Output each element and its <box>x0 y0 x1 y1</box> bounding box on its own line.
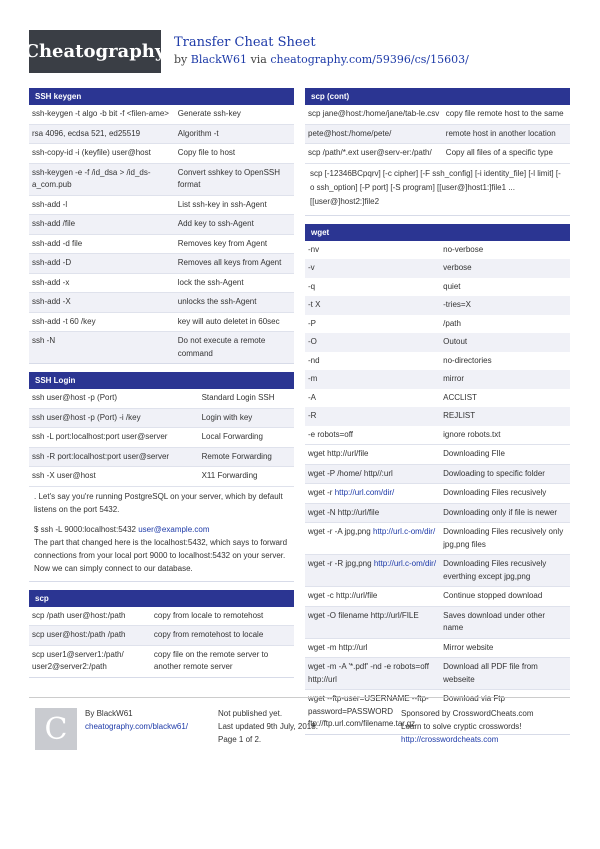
description-cell: Saves download under other name <box>440 606 570 638</box>
description-cell: Copy all files of a specific type <box>443 144 570 163</box>
description-cell: REJLIST <box>440 407 570 426</box>
command-cell: rsa 4096, ecdsa 521, ed25519 <box>29 124 175 144</box>
sheet-title: Transfer Cheat Sheet <box>174 35 316 50</box>
description-cell: ACCLIST <box>443 392 477 402</box>
section-heading: scp (cont) <box>305 88 570 105</box>
command-cell: ssh -N <box>29 332 175 364</box>
published-text: Not published yet. <box>218 709 283 718</box>
description-cell: Convert sshkey to OpenSSH format <box>175 163 294 195</box>
table-row <box>29 254 294 274</box>
command-cell <box>305 606 440 638</box>
footer-sponsor <box>401 707 534 746</box>
description-cell: lock the ssh-Agent <box>175 273 294 293</box>
author-link[interactable]: BlackW61 <box>190 53 248 66</box>
ssh-keygen-table <box>29 105 294 363</box>
table-row <box>305 241 570 260</box>
section-ssh-keygen <box>29 88 294 364</box>
command-cell <box>305 484 440 504</box>
table-row <box>305 333 570 352</box>
description-cell: Algorithm -t <box>175 124 294 144</box>
description-cell: Downloading only if file is newer <box>440 503 570 523</box>
table-row <box>29 293 294 313</box>
description-cell: Outout <box>440 333 570 352</box>
description-cell: verbose <box>440 259 570 278</box>
command-cell: scp user1@server1:/path/ user2@server2:/path <box>29 645 151 677</box>
description-cell: /path <box>443 318 461 328</box>
description-cell: Do not execute a remote command <box>175 332 294 364</box>
section-heading: SSH Login <box>29 372 294 389</box>
url-link[interactable]: http://url.c-om/dir/ <box>373 559 437 568</box>
scp-cont-table <box>305 105 570 163</box>
command-cell <box>305 523 440 555</box>
command-cell: ssh-add -l <box>29 195 175 215</box>
table-row <box>29 447 294 467</box>
table-row <box>29 626 294 646</box>
command-cell: ssh user@host -p (Port) -i /key <box>29 408 199 428</box>
table-row <box>29 144 294 164</box>
command-cell: scp jane@host:/home/jane/tab-le.csv <box>308 109 440 118</box>
command-cell: -e robots=off <box>308 429 353 439</box>
command-cell <box>305 445 440 465</box>
updated-text: Last updated 9th July, 2018. <box>218 722 318 731</box>
email-link[interactable]: user@example.com <box>138 524 210 534</box>
footer-author <box>85 707 188 733</box>
description-cell: ignore robots.txt <box>443 429 501 439</box>
section-ssh-login <box>29 372 294 582</box>
description-cell: copy file remote host to the same <box>445 109 564 118</box>
note-text: . Let's say you're running PostgreSQL on your server, which by default listens on the port 5432. <box>34 491 283 514</box>
by-label: By <box>85 709 95 718</box>
command-cell <box>305 464 440 484</box>
command-text: wget -m http://url <box>308 642 368 652</box>
command-cell: -t X <box>305 296 440 315</box>
description-cell: X11 Forwarding <box>199 467 294 486</box>
command-cell <box>305 555 440 587</box>
description-cell: remote host in another location <box>443 124 570 144</box>
command-text: wget -P /home/ http//:url <box>308 468 393 478</box>
scp-syntax-note: scp [-12346BCpqrv] [-c cipher] [-F ssh_config] [-i identity_file] [-l limit] [-o ssh_option] [-P port] [-S program] [[user@]host1:]file1 ... [[user@]host2:]file2 <box>305 163 570 215</box>
table-row <box>305 278 570 297</box>
command-cell: ssh -X user@host <box>29 467 199 486</box>
table-row <box>29 312 294 332</box>
description-cell: Downloading Files recusively everthing except jpg,png <box>440 555 570 587</box>
command-cell: ssh-add -D <box>29 254 175 274</box>
table-row <box>305 144 570 163</box>
right-column <box>305 88 570 743</box>
table-row <box>305 426 570 445</box>
command-cell: ssh-add -X <box>29 293 175 313</box>
note-text: The part that changed here is the localhost:5432, which says to forward connections from your local port 9000 to localhost:5432 on your server. Now we can simply connect to our database. <box>34 537 288 573</box>
table-row <box>29 215 294 235</box>
description-cell: no-verbose <box>443 244 484 254</box>
command-cell <box>305 638 440 658</box>
footer-status <box>218 707 318 746</box>
description-cell: Login with key <box>199 408 294 428</box>
table-row <box>305 370 570 389</box>
footer-author-url[interactable]: cheatography.com/blackw61/ <box>85 722 189 731</box>
table-row <box>305 352 570 371</box>
cheatography-logo[interactable]: Cheatography <box>29 30 161 73</box>
command-text: wget -N http://url/file <box>308 507 380 517</box>
description-cell: Dowloading to specific folder <box>440 464 570 484</box>
command-cell: scp /path/*.ext user@serv-er:/path/ <box>305 144 443 163</box>
table-row <box>29 389 294 408</box>
table-row <box>29 467 294 486</box>
table-row <box>305 638 570 658</box>
by-prefix: by <box>174 53 188 66</box>
table-row <box>305 606 570 638</box>
command-cell: ssh -L port:localhost:port user@server <box>29 428 199 448</box>
description-cell: -tries=X <box>440 296 570 315</box>
table-row <box>305 124 570 144</box>
command-text: wget -r -A jpg,png <box>308 527 371 536</box>
command-text: wget --ftp-user=USERNAME --ftp-password=PASSWORD ftp://ftp.url.com/filename.tar.gz <box>308 694 429 728</box>
command-cell: scp /path user@host:/path <box>32 610 126 620</box>
ssh-login-note <box>29 486 294 581</box>
command-cell: ssh-add -x <box>29 273 175 293</box>
description-cell: key will auto deletet in 60sec <box>175 312 294 332</box>
command-text: wget -O filename http://url/FILE <box>308 610 419 620</box>
table-row <box>305 484 570 504</box>
command-text: $ ssh -L 9000:localhost:5432 <box>34 524 136 534</box>
description-cell: List ssh-key in ssh-Agent <box>175 195 294 215</box>
sponsor-url[interactable]: http://crosswordcheats.com <box>401 735 499 744</box>
byline <box>174 53 469 66</box>
command-cell: -O <box>305 333 440 352</box>
table-row <box>305 555 570 587</box>
command-cell: ssh user@host -p (Port) <box>32 393 118 402</box>
description-cell: Copy file to host <box>175 144 294 164</box>
description-cell: Downloading Files recusively only jpg,png files <box>440 523 570 555</box>
table-row <box>305 587 570 607</box>
description-cell: no-directories <box>443 355 492 365</box>
command-cell <box>305 503 440 523</box>
description-cell: Mirror website <box>440 638 570 658</box>
command-cell: -R <box>305 407 440 426</box>
command-text: wget -r <box>308 488 333 497</box>
description-cell: Standard Login SSH <box>201 393 275 402</box>
ssh-login-table <box>29 389 294 486</box>
table-row <box>305 296 570 315</box>
sponsored-label: Sponsored by <box>401 709 451 718</box>
table-row <box>29 105 294 124</box>
wget-options-table <box>305 241 570 445</box>
table-row <box>305 503 570 523</box>
command-cell: -v <box>305 259 440 278</box>
table-row <box>305 407 570 426</box>
table-row <box>29 124 294 144</box>
description-cell: Download all PDF file from webseite <box>440 658 570 690</box>
description-cell: copy file on the remote server to another remote server <box>151 645 294 677</box>
sheet-url-link[interactable]: cheatography.com/59396/cs/15603/ <box>270 53 469 66</box>
url-link[interactable]: http://url.c-om/dir/ <box>372 527 436 536</box>
command-cell: -nd <box>308 355 320 365</box>
table-row <box>305 389 570 408</box>
command-cell: ssh-add /file <box>29 215 175 235</box>
page-number: Page 1 of 2. <box>218 735 262 744</box>
table-row <box>305 445 570 465</box>
command-text: wget -r -R jpg,png <box>308 559 372 568</box>
table-row <box>29 332 294 364</box>
description-cell: mirror <box>440 370 570 389</box>
command-cell: ssh-keygen -t algo -b bit -f <filen-ame> <box>32 109 169 118</box>
command-text: wget -c http://url/file <box>308 591 378 600</box>
table-row <box>29 645 294 677</box>
sponsor-link[interactable]: CrosswordCheats.com <box>452 709 534 718</box>
table-row <box>29 408 294 428</box>
command-cell: ssh-add -d file <box>29 234 175 254</box>
footer-author-link[interactable]: BlackW61 <box>96 709 133 718</box>
table-row <box>305 259 570 278</box>
command-cell: scp user@host:/path /path <box>29 626 151 646</box>
table-row <box>29 195 294 215</box>
command-cell: ssh-keygen -e -f /id_dsa > /id_ds-a_com.pub <box>29 163 175 195</box>
table-row <box>305 315 570 334</box>
command-cell: -A <box>308 392 316 402</box>
command-cell: -P <box>308 318 316 328</box>
command-text: wget http://url/file <box>308 449 369 458</box>
command-cell <box>305 658 440 690</box>
command-cell: ssh -R port:localhost:port user@server <box>29 447 199 467</box>
table-row <box>305 105 570 124</box>
command-text: wget -m -A '*.pdf' -nd -e robots=off http://url <box>308 662 429 684</box>
description-cell: Removes key from Agent <box>175 234 294 254</box>
table-row <box>29 163 294 195</box>
command-cell: -nv <box>308 244 320 254</box>
note-command <box>34 523 289 536</box>
description-cell: Generate ssh-key <box>177 109 241 118</box>
description-cell: copy from remotehost to locale <box>151 626 294 646</box>
table-row <box>305 523 570 555</box>
description-cell: Add key to ssh-Agent <box>175 215 294 235</box>
description-cell: unlocks the ssh-Agent <box>175 293 294 313</box>
command-cell: -m <box>305 370 440 389</box>
description-cell: quiet <box>443 281 461 291</box>
wget-examples-table <box>305 444 570 734</box>
table-row <box>29 428 294 448</box>
command-cell: ssh-add -t 60 /key <box>29 312 175 332</box>
section-scp <box>29 590 294 678</box>
section-scp-cont <box>305 88 570 216</box>
description-cell: Download via Ftp <box>440 690 570 734</box>
description-cell: copy from locale to remotehost <box>153 610 264 620</box>
description-cell: Continue stopped download <box>440 587 570 607</box>
table-row <box>305 464 570 484</box>
table-row <box>305 658 570 690</box>
section-heading: SSH keygen <box>29 88 294 105</box>
table-row <box>29 273 294 293</box>
command-cell <box>305 587 440 607</box>
section-heading: scp <box>29 590 294 607</box>
description-cell: Remote Forwarding <box>199 447 294 467</box>
command-cell: ssh-copy-id -i (keyfile) user@host <box>29 144 175 164</box>
description-cell: Downloading Files recusively <box>440 484 570 504</box>
sponsor-tagline: Learn to solve cryptic crosswords! <box>401 722 522 731</box>
command-cell: -q <box>308 281 316 291</box>
description-cell: Removes all keys from Agent <box>175 254 294 274</box>
table-row <box>29 234 294 254</box>
left-column <box>29 88 294 686</box>
description-cell: Downloading FIle <box>440 445 570 465</box>
command-cell: pete@host:/home/pete/ <box>305 124 443 144</box>
via-text: via <box>250 53 267 66</box>
table-row <box>29 607 294 626</box>
section-heading: wget <box>305 224 570 241</box>
section-wget <box>305 224 570 735</box>
author-avatar: C <box>35 708 77 750</box>
description-cell: Local Forwarding <box>199 428 294 448</box>
scp-table <box>29 607 294 677</box>
url-link[interactable]: http://url.com/dir/ <box>334 488 395 497</box>
